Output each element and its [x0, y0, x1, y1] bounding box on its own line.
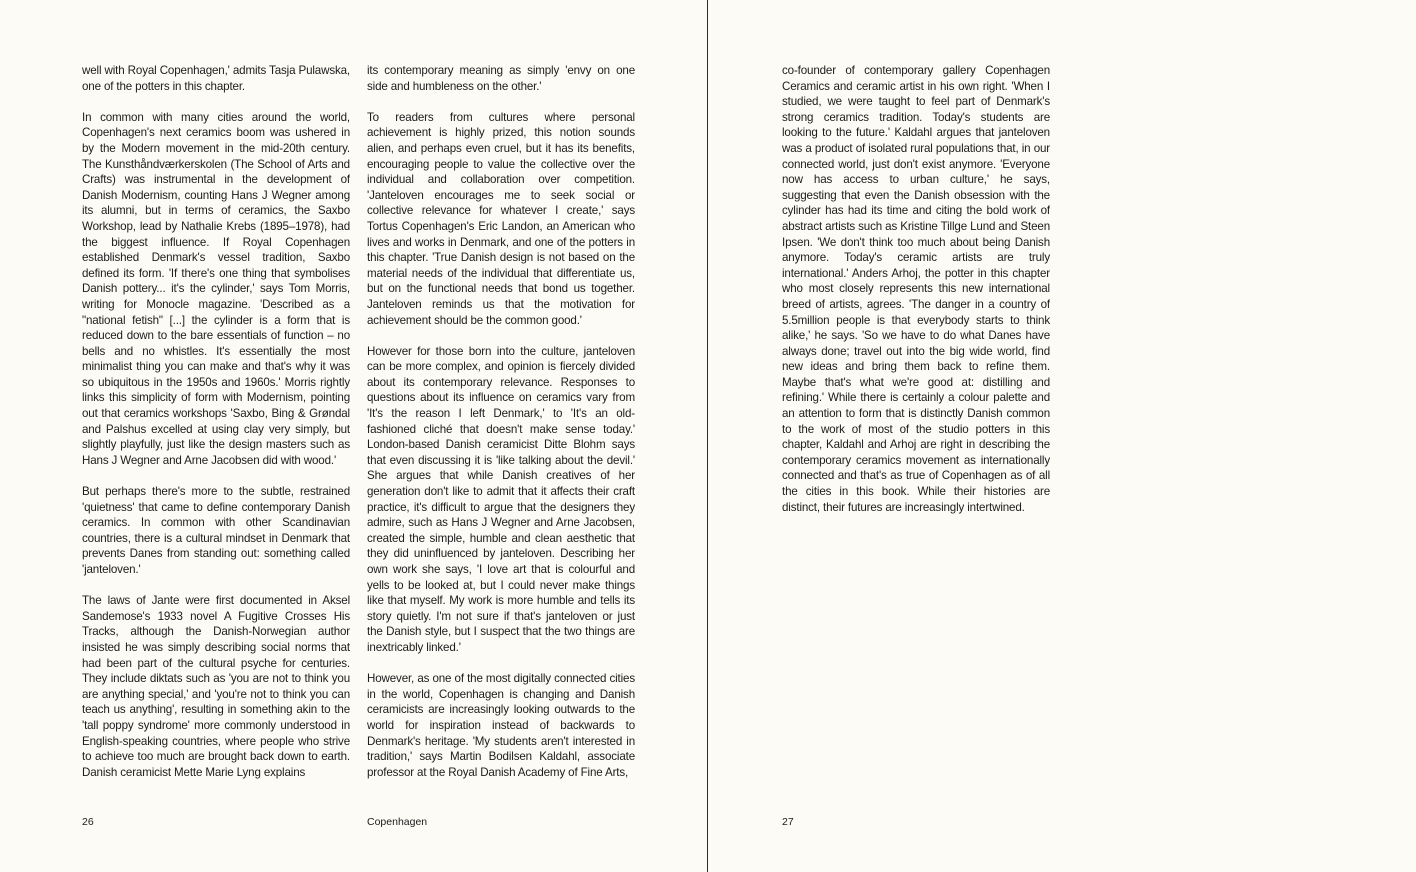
paragraph: co-founder of contemporary gallery Copenhagen Ceramics and ceramic artist in his own right. 'When I studied, we were taught to feel part of Denmark's strong ceramics tradition. Today's students are looking to the future.' Kaldahl argues that janteloven was a product of isolated rural populations that, in our connected world, just don't exist anymore. 'Everyone now has access to urban culture,' he says, suggesting that even the Danish obsession with the cylinder has had its time and citing the bold work of abstract artists such as Kristine Tillge Lund and Steen Ipsen. 'We don't think too much about being Danish anymore. Today's ceramic artists are truly international.' Anders Arhoj, the potter in this chapter who most closely represents this new international breed of artists, agrees. 'The danger in a country of 5.5million people is that everybody starts to think alike,' he says. 'So we have to do what Danes have always done; travel out into the big wide world, find new ideas and bring them back to refine them. Maybe that's what we're good at: distilling and refining.' While there is certainly a colour palette and an attention to form that is distinctly Danish common to the work of most of the studio potters in this chapter, Kaldahl and Arhoj are right in describing the contemporary ceramics movement as internationally connected and that's as true of Copenhagen as of all the cities in this book. While their histories are distinct, their futures are increasingly intertwined.	[782, 64, 1050, 514]
paragraph: well with Royal Copenhagen,' admits Tasja Pulawska, one of the potters in this chapter.	[82, 64, 350, 93]
paragraph: But perhaps there's more to the subtle, restrained 'quietness' that came to define contemporary Danish ceramics. In common with other Scandinavian countries, there is a cultural mindset in Denmark that prevents Danes from standing out: something called 'janteloven.'	[82, 485, 350, 576]
paragraph: However, as one of the most digitally connected cities in the world, Copenhagen is changing and Danish ceramicists are increasingly looking outwards to the world for inspiration instead of backwards to Denmark's heritage. 'My students aren't interested in tradition,' says Martin Bodilsen Kaldahl, associate professor at the Royal Danish Academy of Fine Arts,	[367, 672, 635, 779]
running-head: Copenhagen	[367, 816, 428, 828]
left-page-column-1	[82, 63, 350, 787]
page-gutter-divider	[707, 0, 708, 872]
left-page-number: 26	[82, 816, 94, 828]
paragraph: To readers from cultures where personal achievement is highly prized, this notion sounds alien, and perhaps even cruel, but it has its benefits, encouraging people to value the collective over the individual and collaboration over competition. 'Janteloven encourages me to seek social or collective relevance for whatever I create,' says Tortus Copenhagen's Eric Landon, an American who lives and works in Denmark, and one of the potters in this chapter. 'True Danish design is not based on the material needs of the individual that differentiate us, but on the functional needs that bond us together. Janteloven reminds us that the motivation for achievement should be the common good.'	[367, 110, 635, 327]
right-page-number: 27	[782, 816, 794, 828]
left-page-column-2	[367, 63, 635, 787]
paragraph: In common with many cities around the world, Copenhagen's next ceramics boom was ushered in by the Modern movement in the mid-20th century. The Kunsthåndværkerskolen (The School of Arts and Crafts) was instrumental in the development of Danish Modernism, counting Hans J Wegner among its alumni, but in terms of ceramics, the Saxbo Workshop, lead by Nathalie Krebs (1895–1978), had the biggest influence. If Royal Copenhagen established Denmark's vessel tradition, Saxbo defined its form. 'If there's one thing that symbolises Danish pottery... it's the cylinder,' says Tom Morris, writing for Monocle magazine. 'Described as a "national fetish" [...] the cylinder is a form that is reduced down to the bare essentials of function – no bells and no whistles. It's essentially the most minimalist thing you can make and that's why it was so ubiquitous in the 1950s and 1960s.' Morris rightly links this simplicity of form with Modernism, pointing out that ceramics workshops 'Saxbo, Bing & Grøndal and Palshus excelled at using clay very simply, but slightly playfully, just like the design masters such as Hans J Wegner and Arne Jacobsen did with wood.'	[82, 110, 350, 467]
paragraph: However for those born into the culture, janteloven can be more complex, and opinion is fiercely divided about its contemporary relevance. Responses to questions about its influence on ceramics vary from 'It's the reason I left Denmark,' to 'It's an old-fashioned cliché that doesn't make sense today.' London-based Danish ceramicist Ditte Blohm says that even discussing it is 'like talking about the devil.' She argues that while Danish creatives of her generation don't like to admit that it affects their craft practice, it's difficult to argue that the designers they admire, such as Hans J Wegner and Arne Jacobsen, created the simple, humble and clean aesthetic that they did uninfluenced by janteloven. Describing her own work she says, 'I love art that is colourful and yells to be looked at, but I could never make things like that myself. My work is more humble and tells its story quietly. I'm not sure if that's janteloven or just the Danish style, but I suspect that the two things are inextricably linked.'	[367, 344, 635, 654]
paragraph: its contemporary meaning as simply 'envy on one side and humbleness on the other.'	[367, 64, 635, 93]
right-page-column-1	[782, 63, 1050, 523]
paragraph: The laws of Jante were first documented in Aksel Sandemose's 1933 novel A Fugitive Crosses His Tracks, although the Danish-Norwegian author insisted he was simply describing social norms that had been part of the cultural psyche for centuries. They include diktats such as 'you are not to think you are anything special,' and 'you're not to think you can teach us anything', resulting in something akin to the 'tall poppy syndrome' more commonly understood in English-speaking countries, where people who strive to achieve too much are brought back down to earth. Danish ceramicist Mette Marie Lyng explains	[82, 594, 350, 779]
